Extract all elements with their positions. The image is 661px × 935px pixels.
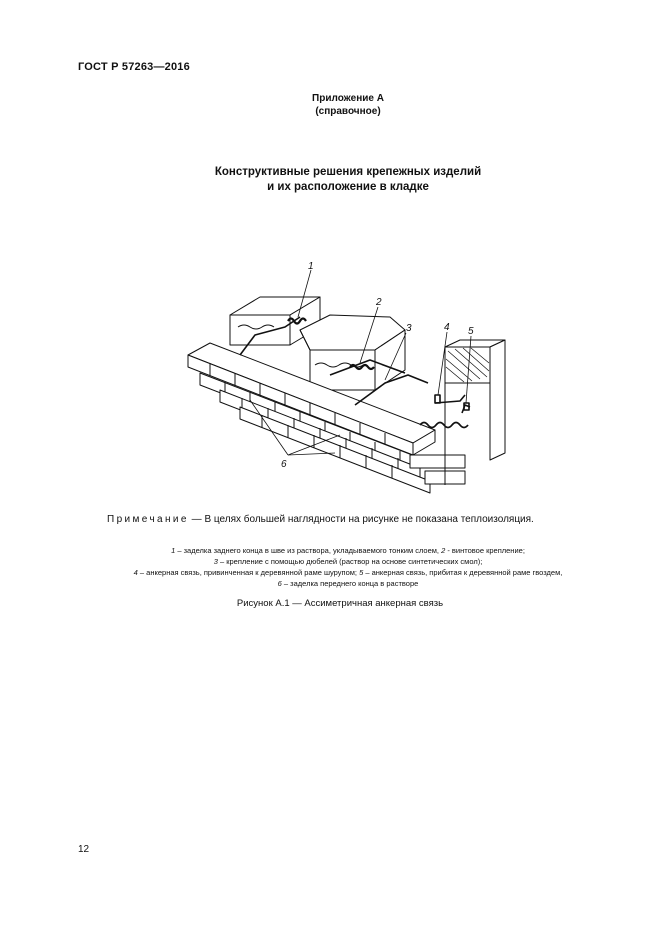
legend-line-2: [0, 556, 661, 567]
legend-text-4: – анкерная связь, привинченная к деревянной раме шурупом;: [137, 568, 360, 577]
legend-text-1: – заделка заднего конца в шве из раствора, укладываемого тонким слоем,: [175, 546, 442, 555]
masonry-anchor-figure: [180, 255, 510, 505]
appendix-subtitle: (справочное): [315, 106, 381, 117]
legend-num-5: 5: [359, 568, 364, 577]
figure-caption: Рисунок А.1 — Ассиметричная анкерная связь: [236, 598, 444, 609]
legend-num-1: 1: [171, 546, 176, 555]
callout-4: 4: [444, 322, 450, 333]
legend-line-1: [0, 545, 661, 556]
legend-line-4: [0, 578, 661, 589]
section-title-line1: Конструктивные решения крепежных изделий: [214, 166, 482, 178]
legend-num-3: 3: [213, 557, 218, 566]
legend-num-6: 6: [277, 579, 282, 588]
figure-note: [107, 514, 534, 525]
callout-2: 2: [376, 297, 382, 308]
note-text: В целях большей наглядности на рисунке не показана теплоизоляция.: [204, 514, 534, 525]
legend-text-6: – заделка переднего конца в растворе: [281, 579, 419, 588]
legend-num-4: 4: [133, 568, 138, 577]
legend-text-5: – анкерная связь, прибитая к деревянной раме гвоздем,: [363, 568, 563, 577]
section-title: [0, 165, 661, 195]
callout-3: 3: [406, 323, 412, 334]
note-label: Примечание: [107, 514, 189, 525]
figure-legend: [0, 545, 661, 589]
appendix-heading: [0, 92, 661, 118]
document-header: ГОСТ Р 57263—2016: [78, 61, 190, 73]
callout-6: 6: [281, 459, 287, 470]
legend-line-3: [0, 567, 661, 578]
legend-text-2: - винтовое крепление;: [445, 546, 525, 555]
legend-num-2: 2: [441, 546, 446, 555]
appendix-title: Приложение А: [312, 93, 384, 104]
note-dash: —: [188, 514, 205, 525]
callout-5: 5: [468, 326, 474, 337]
callout-1: 1: [308, 261, 314, 272]
section-title-line2: и их расположение в кладке: [267, 181, 429, 193]
legend-text-3: – крепление с помощью дюбелей (раствор на основе синтетических смол);: [217, 557, 483, 566]
page-number: 12: [78, 844, 90, 855]
